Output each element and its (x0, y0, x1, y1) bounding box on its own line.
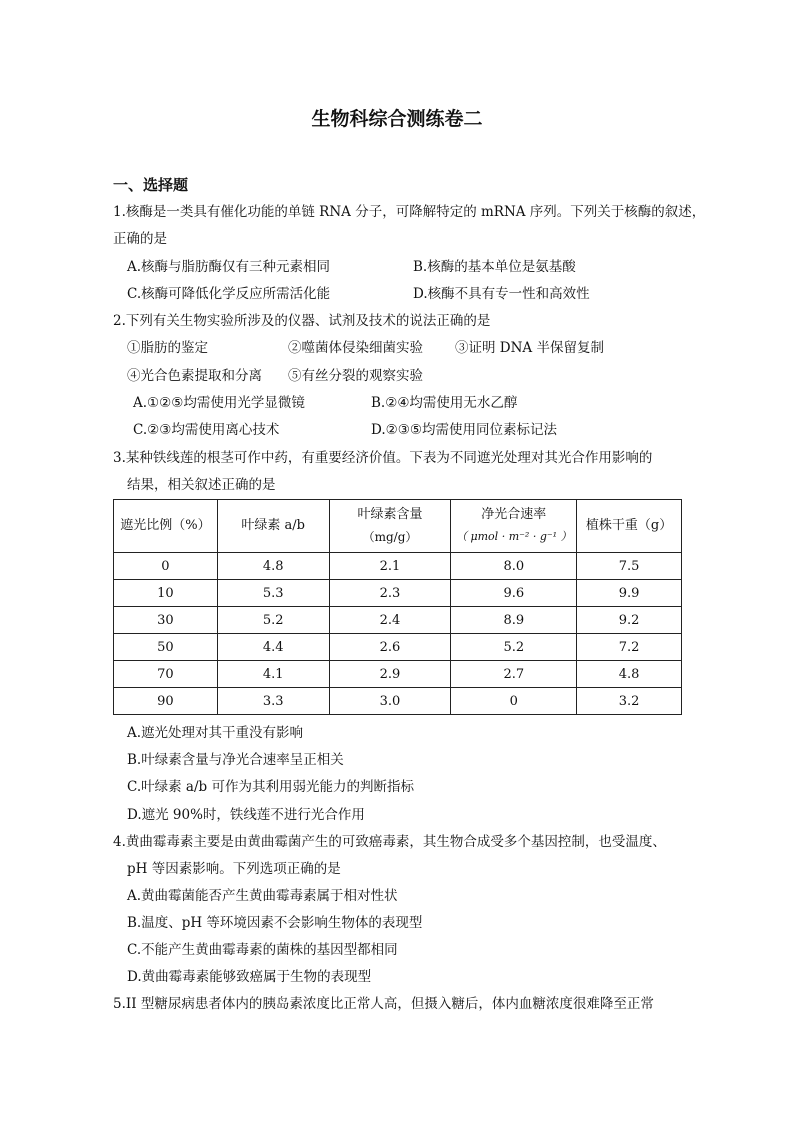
table-cell: 2.3 (329, 580, 451, 607)
header-chl-ratio: 叶绿素 a/b (217, 500, 329, 553)
table-row (114, 661, 682, 688)
table-cell: 5.3 (217, 580, 329, 607)
table-cell: 50 (114, 634, 218, 661)
q2-item-4: ④光合色素提取和分离 (127, 368, 262, 384)
q1-option-a: A.核酶与脂肪酶仅有三种元素相同 (127, 259, 331, 275)
q3-option-a: A.遮光处理对其干重没有影响 (127, 725, 304, 741)
q1-option-b: B.核酶的基本单位是氨基酸 (413, 259, 576, 275)
shading-data-table (113, 499, 682, 715)
q3-option-d: D.遮光 90%时，铁线莲不进行光合作用 (127, 807, 365, 823)
table-cell: 4.8 (577, 661, 682, 688)
table-cell: 0 (114, 553, 218, 580)
q2-item-1: ①脂肪的鉴定 (127, 340, 208, 356)
table-cell: 30 (114, 607, 218, 634)
table-row (114, 553, 682, 580)
table-cell: 8.0 (451, 553, 577, 580)
table-cell: 3.2 (577, 688, 682, 715)
q3-stem-line2: 结果，相关叙述正确的是 (127, 477, 276, 493)
q2-option-b: B.②④均需使用无水乙醇 (371, 395, 518, 411)
header-shading-ratio: 遮光比例（%） (114, 500, 218, 553)
table-cell: 10 (114, 580, 218, 607)
q2-item-5: ⑤有丝分裂的观察实验 (288, 368, 423, 384)
q2-stem: 2.下列有关生物实验所涉及的仪器、试剂及技术的说法正确的是 (113, 313, 491, 329)
q3-stem-line1: 3.某种铁线莲的根茎可作中药，有重要经济价值。下表为不同遮光处理对其光合作用影响的 (113, 450, 653, 466)
table-header-row (114, 500, 682, 553)
table-cell: 2.4 (329, 607, 451, 634)
page-title: 生物科综合测练卷二 (311, 108, 483, 130)
q1-stem-line2: 正确的是 (113, 231, 167, 247)
q2-option-a: A.①②⑤均需使用光学显微镜 (133, 395, 305, 411)
table-cell: 7.5 (577, 553, 682, 580)
table-cell: 2.9 (329, 661, 451, 688)
header-net-photosynthesis: 净光合速率 （ μmol · m⁻² · g⁻¹ ） (451, 500, 577, 553)
q1-option-d: D.核酶不具有专一性和高效性 (413, 286, 590, 302)
table-cell: 2.6 (329, 634, 451, 661)
table-row (114, 688, 682, 715)
header-chl-content: 叶绿素含量 （mg/g） (329, 500, 451, 553)
table-cell: 3.3 (217, 688, 329, 715)
table-cell: 4.1 (217, 661, 329, 688)
q2-item-2: ②噬菌体侵染细菌实验 (288, 340, 423, 356)
table-cell: 8.9 (451, 607, 577, 634)
header-chl-content-unit: （mg/g） (362, 530, 418, 544)
q4-option-c: C.不能产生黄曲霉毒素的菌株的基因型都相同 (127, 942, 398, 958)
table-cell: 4.8 (217, 553, 329, 580)
q2-option-c: C.②③均需使用离心技术 (133, 422, 280, 438)
table-cell: 9.9 (577, 580, 682, 607)
q3-option-b: B.叶绿素含量与净光合速率呈正相关 (127, 752, 344, 768)
table-cell: 9.6 (451, 580, 577, 607)
table-row (114, 580, 682, 607)
q4-option-d: D.黄曲霉毒素能够致癌属于生物的表现型 (127, 969, 372, 985)
table-cell: 3.0 (329, 688, 451, 715)
table-cell: 7.2 (577, 634, 682, 661)
table-cell: 5.2 (217, 607, 329, 634)
q5-stem-line1: 5.II 型糖尿病患者体内的胰岛素浓度比正常人高，但摄入糖后，体内血糖浓度很难降至正常 (113, 996, 654, 1012)
q4-stem-line1: 4.黄曲霉毒素主要是由黄曲霉菌产生的可致癌毒素，其生物合成受多个基因控制，也受温度、 (113, 834, 666, 850)
q1-stem-line1: 1.核酶是一类具有催化功能的单链 RNA 分子，可降解特定的 mRNA 序列。下列关于核酶的叙述， (113, 204, 706, 220)
table-cell: 2.7 (451, 661, 577, 688)
table-cell: 0 (451, 688, 577, 715)
table-cell: 90 (114, 688, 218, 715)
table-row (114, 634, 682, 661)
header-net-photosynthesis-unit: （ μmol · m⁻² · g⁻¹ ） (455, 530, 572, 543)
q2-item-3: ③证明 DNA 半保留复制 (455, 340, 604, 356)
table-cell: 5.2 (451, 634, 577, 661)
table-cell: 9.2 (577, 607, 682, 634)
q4-option-b: B.温度、pH 等环境因素不会影响生物体的表现型 (127, 915, 423, 931)
header-dry-weight: 植株干重（g） (577, 500, 682, 553)
table-row (114, 607, 682, 634)
q1-option-c: C.核酶可降低化学反应所需活化能 (127, 286, 331, 302)
table-cell: 70 (114, 661, 218, 688)
section-heading: 一、选择题 (113, 176, 189, 194)
q3-option-c: C.叶绿素 a/b 可作为其利用弱光能力的判断指标 (127, 779, 414, 795)
table-cell: 2.1 (329, 553, 451, 580)
q4-stem-line2: pH 等因素影响。下列选项正确的是 (127, 861, 341, 877)
q2-option-d: D.②③⑤均需使用同位素标记法 (371, 422, 557, 438)
table-cell: 4.4 (217, 634, 329, 661)
q4-option-a: A.黄曲霉菌能否产生黄曲霉毒素属于相对性状 (127, 888, 398, 904)
